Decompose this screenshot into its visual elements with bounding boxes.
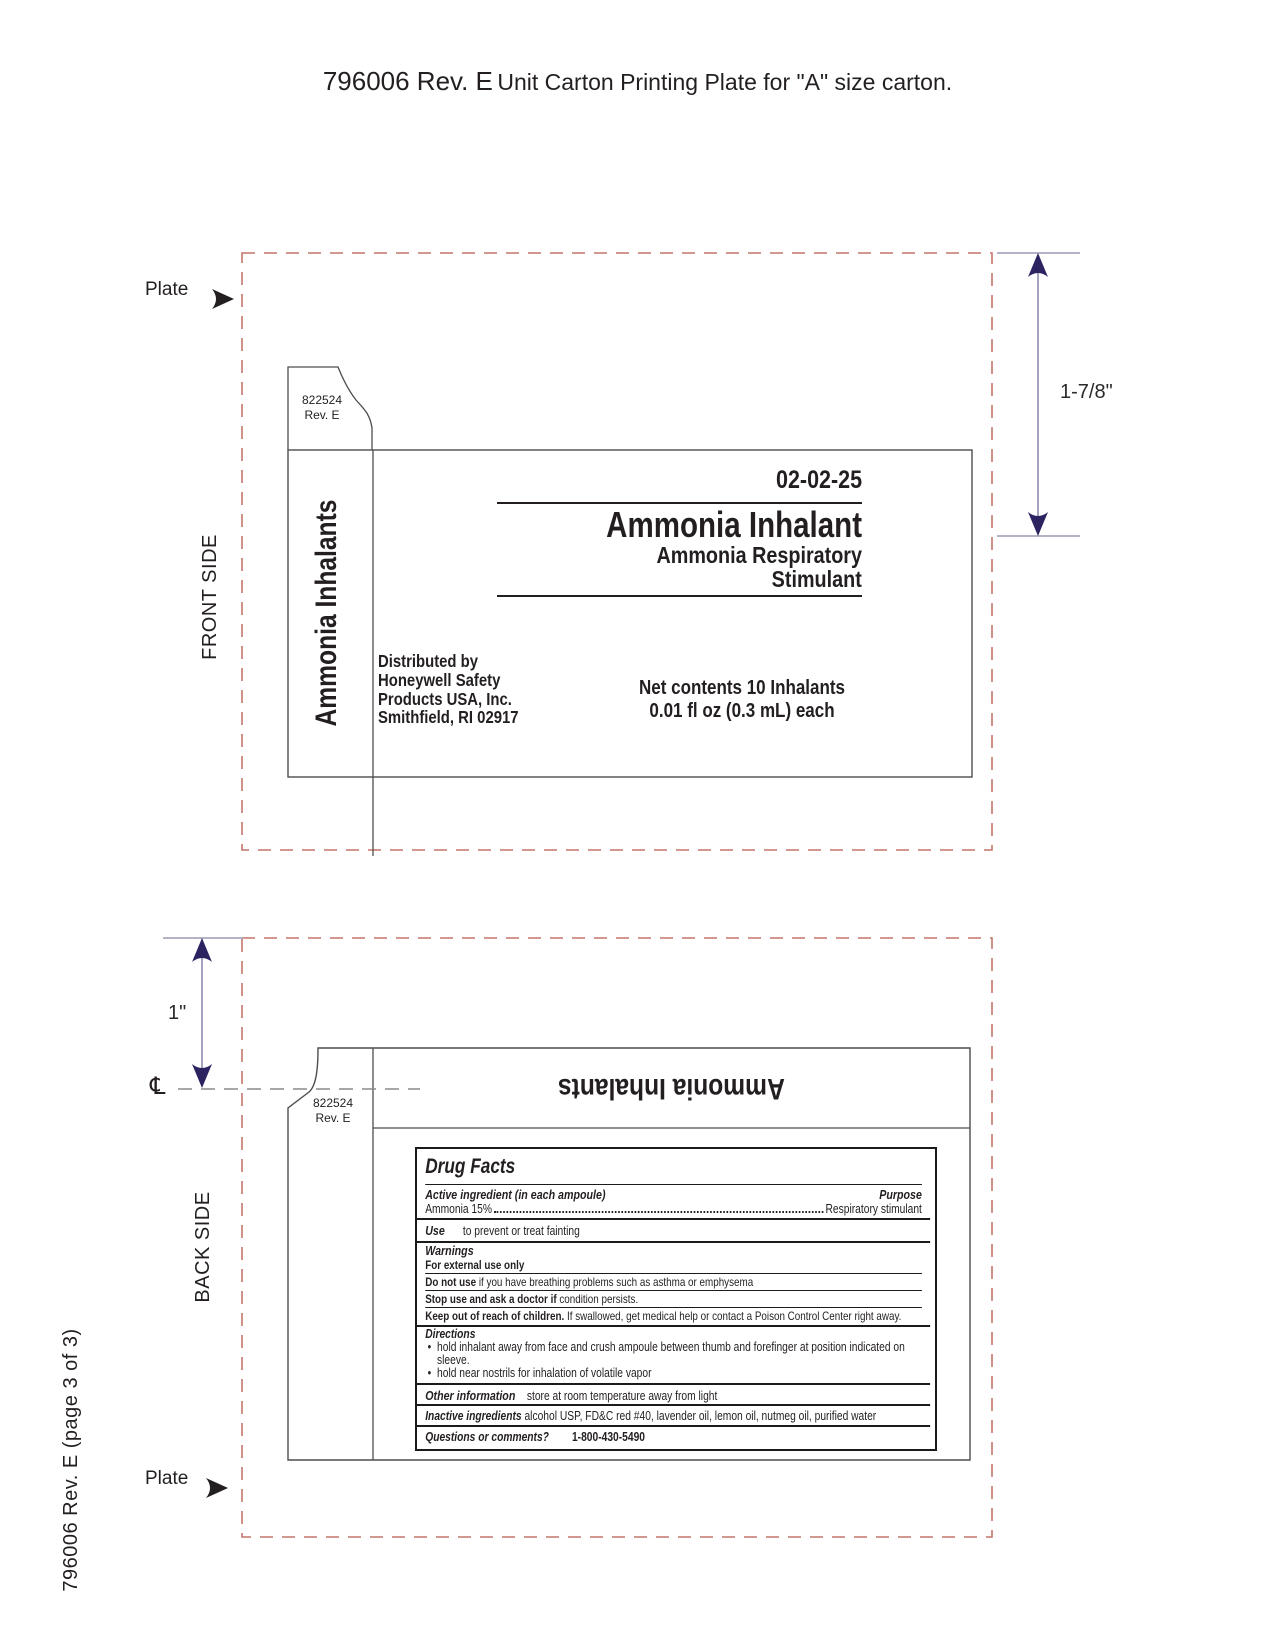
distributor-line: Honeywell Safety [378,669,501,690]
front-plate-arrow-icon [212,289,234,309]
back-plate-label: Plate [145,1468,189,1489]
back-flap-code-number: 822524 [312,1096,354,1110]
purpose-value: Respiratory stimulant [825,1202,922,1216]
do-not-use-label: Do not use [425,1274,477,1289]
directions-item [425,1341,922,1367]
front-panel-outline [288,450,972,777]
front-date-text: 02-02-25 [775,466,862,494]
inactive-ingredients-label: Inactive ingredients [425,1409,522,1423]
questions-section [417,1425,930,1444]
other-information-label: Other information [425,1388,516,1403]
front-side-label: FRONT SIDE [199,534,221,660]
dot-leader [494,1202,823,1213]
keep-out-label: Keep out of reach of children. [425,1308,565,1323]
back-side-label: BACK SIDE [192,1191,214,1303]
questions-label: Questions or comments? [425,1430,549,1444]
net-contents-line1: Net contents 10 Inhalants [639,677,845,699]
active-ingredient-header: Active ingredient (in each ampoule) [425,1187,606,1202]
use-label: Use [425,1223,445,1238]
front-product-name [420,506,862,544]
distributor-line: Smithfield, RI 02917 [378,707,519,728]
front-side-panel-brand: Ammonia Inhalants [310,499,343,727]
drug-facts-header [425,1149,922,1185]
doc-number: 796006 Rev. E [322,66,493,96]
front-product-sub1 [460,543,862,567]
do-not-use-body: if you have breathing problems such as asthma or emphysema [476,1274,754,1289]
directions-item [425,1367,922,1380]
front-date [460,466,862,495]
purpose-header: Purpose [879,1187,922,1202]
front-product-name-text: Ammonia Inhalant [606,504,862,545]
directions-label: Directions [425,1327,476,1341]
use-text: to prevent or treat fainting [462,1224,580,1238]
back-flap-code [295,1096,371,1126]
back-strip-brand: Ammonia Inhalants [558,1072,785,1105]
use-section [417,1218,930,1241]
back-dimension-value: 1" [168,1002,187,1024]
stop-use-text [425,1291,922,1308]
front-product-sub2-text: Stimulant [771,566,862,592]
do-not-use-text [425,1274,922,1291]
footer-doc-id: 796006 Rev. E (page 3 of 3) [60,1328,82,1592]
active-ingredient-section [417,1185,930,1218]
drug-facts-panel [415,1147,937,1451]
front-plate-label: Plate [145,279,189,300]
back-plate-arrow-icon [206,1478,228,1498]
net-contents-line2: 0.01 fl oz (0.3 mL) each [649,700,835,722]
front-distributor-block [378,652,519,727]
inactive-ingredients-section [417,1404,930,1425]
stop-use-label: Stop use and ask a doctor if [425,1291,557,1306]
front-flap-code-number: 822524 [301,393,343,407]
back-top-strip [373,1048,970,1128]
drug-facts-content [417,1149,930,1444]
front-flap-code-rev: Rev. E [304,408,340,422]
keep-out-text [425,1308,922,1324]
directions-item-text: • hold inhalant away from face and crush ampoule between thumb and forefinger at position indicated on sleeve. [437,1340,905,1367]
stop-use-body: condition persists. [556,1291,639,1306]
drug-facts-title: Drug Facts [425,1155,516,1178]
warnings-label: Warnings [425,1243,474,1258]
front-dimension-value: 1-7/8" [1060,381,1113,403]
doc-subtitle: Unit Carton Printing Plate for "A" size carton. [497,69,953,95]
front-net-contents [632,677,853,723]
other-information-section [417,1383,930,1404]
front-product-sub2 [460,567,862,591]
questions-phone: 1-800-430-5490 [571,1430,645,1444]
front-rule-bottom [497,595,862,597]
back-flap-code-rev: Rev. E [315,1111,351,1125]
distributor-line: Distributed by [378,651,479,671]
external-use-text: For external use only [425,1257,922,1274]
other-information-text: store at room temperature away from light [526,1389,718,1403]
front-product-sub1-text: Ammonia Respiratory [656,542,862,568]
warnings-section [417,1241,930,1325]
front-flap-code [284,393,360,423]
active-ingredient-name: Ammonia 15% [425,1202,492,1216]
distributor-line: Products USA, Inc. [378,688,512,709]
centerline-symbol: ℄ [150,1072,166,1100]
page-title [0,66,1275,97]
directions-section [417,1325,930,1383]
directions-item-text: • hold near nostrils for inhalation of volatile vapor [437,1366,652,1380]
inactive-ingredients-text: alcohol USP, FD&C red #40, lavender oil, lemon oil, nutmeg oil, purified water [521,1409,877,1423]
keep-out-body: If swallowed, get medical help or contact a Poison Control Center right away. [564,1308,902,1323]
